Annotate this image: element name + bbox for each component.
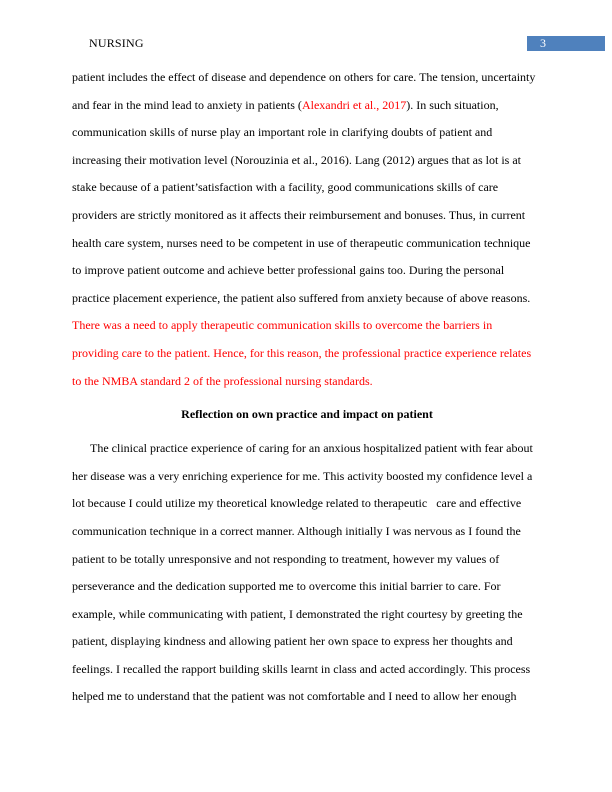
text-line: The clinical practice experience of caring for an anxious hospitalized patient with fear about bbox=[90, 441, 533, 456]
text-line: helped me to understand that the patient was not comfortable and I need to allow her enough bbox=[72, 689, 517, 704]
text-line: perseverance and the dedication supported me to overcome this initial barrier to care. For bbox=[72, 579, 501, 594]
citation-link[interactable]: Alexandri et al., 2017 bbox=[301, 97, 407, 112]
document-body bbox=[72, 64, 542, 711]
text-line: patient to be totally unresponsive and not responding to treatment, however my values of bbox=[72, 551, 500, 566]
text-line: communication skills of nurse play an important role in clarifying doubts of patient and bbox=[72, 125, 493, 140]
text-line: her disease was a very enriching experience for me. This activity boosted my confidence level a bbox=[72, 468, 533, 483]
text-line bbox=[72, 92, 542, 120]
highlighted-text-line: providing care to the patient. Hence, for this reason, the professional practice experience relates bbox=[72, 345, 532, 360]
text-line: practice placement experience, the patient also suffered from anxiety because of above reasons. bbox=[72, 290, 531, 305]
highlighted-text-line: to the NMBA standard 2 of the professional nursing standards. bbox=[72, 373, 373, 388]
text-line: increasing their motivation level (Norouzinia et al., 2016). Lang (2012) argues that as lot is at bbox=[72, 152, 521, 167]
highlighted-text-line: There was a need to apply therapeutic communication skills to overcome the barriers in bbox=[72, 318, 493, 333]
text-line: communication technique in a correct manner. Although initially I was nervous as I found the bbox=[72, 523, 521, 538]
paragraph-1 bbox=[72, 64, 542, 395]
text-line: providers are strictly monitored as it affects their reimbursement and bonuses. Thus, in current bbox=[72, 207, 526, 222]
text-segment: ). In such situation, bbox=[406, 97, 499, 112]
text-line: patient includes the effect of disease and dependence on others for care. The tension, uncertainty bbox=[72, 70, 536, 84]
header-title: NURSING bbox=[89, 36, 144, 50]
paragraph-2 bbox=[72, 435, 542, 711]
section-heading: Reflection on own practice and impact on patient bbox=[181, 407, 433, 422]
text-line: feelings. I recalled the rapport building skills learnt in class and acted accordingly. This process bbox=[72, 661, 531, 676]
page-number: 3 bbox=[527, 36, 605, 51]
text-line: example, while communicating with patient, I demonstrated the right courtesy by greeting the bbox=[72, 606, 523, 621]
text-line: lot because I could utilize my theoretical knowledge related to therapeutic care and effective bbox=[72, 496, 522, 511]
text-line: to improve patient outcome and achieve better professional gains too. During the personal bbox=[72, 263, 505, 278]
text-segment: and fear in the mind lead to anxiety in patients ( bbox=[72, 97, 302, 112]
text-line: patient, displaying kindness and allowing patient her own space to express her thoughts and bbox=[72, 634, 513, 649]
text-line: health care system, nurses need to be competent in use of therapeutic communication technique bbox=[72, 235, 531, 250]
text-line: stake because of a patient’satisfaction with a facility, good communications skills of care bbox=[72, 180, 499, 195]
